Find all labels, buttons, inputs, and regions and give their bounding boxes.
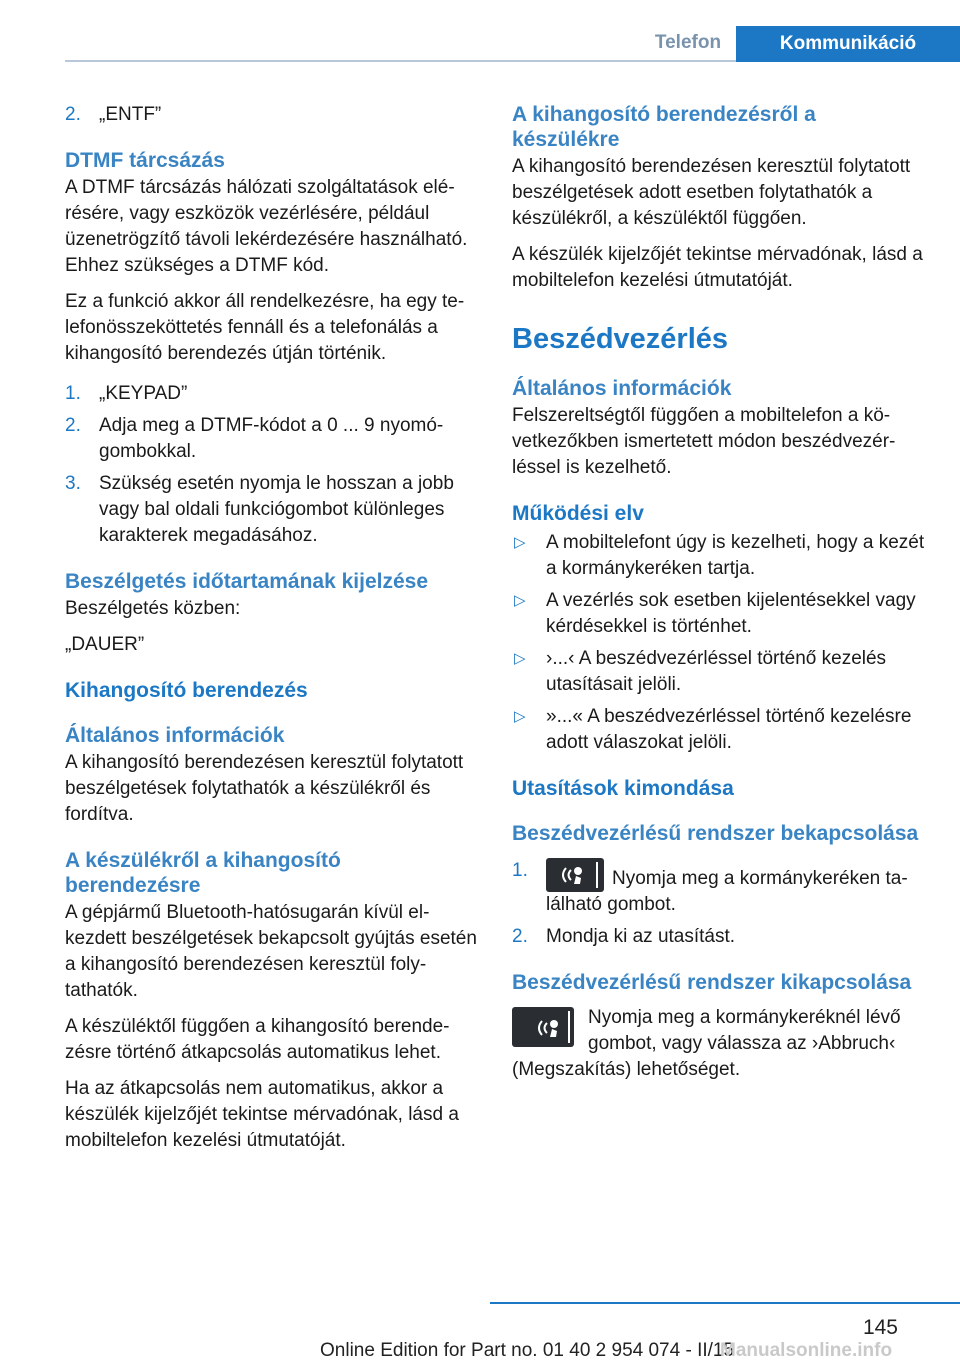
to-device-paragraph-1: A kihangosító berendezésen keresztül folytatott beszélgetések adott esetben folytathatók a készülékről, a készüléktől függően. [512, 156, 911, 229]
to-handsfree-paragraph-1: A gépjármű Bluetooth-hatósugarán kívül elkezdett beszélgetések bekapcsolt gyújtás esetén a kihangosító berendezésen keresztül folytathatók. [65, 902, 477, 1001]
list-item [65, 471, 480, 549]
step-number: 2. [65, 104, 81, 125]
step-text: „KEYPAD” [99, 383, 188, 404]
voice-control-icon [512, 1007, 574, 1047]
to-device-paragraph-2: A készülék kijelzőjét tekintse mérvadónak, lásd a mobiltelefon kezelési útmutatóját. [512, 244, 923, 291]
voice-off-heading: Beszédvezérlésű rendszer kikapcsolása [512, 971, 912, 994]
step-text: Szükség esetén nyomja le hosszan a jobb vagy bal oldali funkciógombot különleges karakterek megadásához. [99, 473, 454, 546]
duration-heading: Beszélgetés időtartamának kijelzése [65, 570, 429, 593]
principle-list [512, 530, 927, 756]
header-chapter-tab: Kommunikáció [736, 26, 960, 62]
step-text: Mondja ki az utasítást. [546, 926, 736, 947]
list-item [512, 924, 927, 950]
page-number: 145 [862, 1316, 898, 1339]
general-info-paragraph: A kihangosító berendezésen keresztül folytatott beszélgetések folytathatók a készülékről és fordítva. [65, 752, 464, 825]
to-handsfree-paragraph-3: Ha az átkapcsolás nem automatikus, akkor a készülék kijelzőjét tekintse mérvadónak, lásd a mobiltelefon kezelési útmutatóját. [65, 1078, 459, 1151]
edition-footer: Online Edition for Part no. 01 40 2 954 074 - II/15 [320, 1340, 735, 1361]
dtmf-steps [65, 381, 480, 549]
voice-control-icon [546, 858, 604, 892]
list-item [512, 646, 927, 698]
watermark: Manualsonline.info [720, 1340, 893, 1361]
step-number: 2. [65, 415, 81, 436]
list-item [512, 858, 927, 918]
to-handsfree-paragraph-2: A készüléktől függően a kihangosító berendezésre történő átkapcsolás automatikus lehet. [65, 1016, 450, 1063]
step-number: 2. [512, 926, 528, 947]
voice-general-heading: Általános információk [512, 377, 732, 400]
list-item-text: ›...‹ A beszédvezérléssel történő kezelés utasításait jelöli. [546, 648, 887, 695]
right-column [512, 102, 927, 1093]
list-item [65, 413, 480, 465]
footer-rule [490, 1302, 960, 1304]
header-section-label: Telefon [654, 32, 722, 53]
step-number: 1. [65, 383, 81, 404]
voice-on-heading: Beszédvezérlésű rendszer bekapcsolása [512, 822, 919, 845]
voice-general-paragraph: Felszereltségtől függően a mobiltelefon a következőkben ismertetett módon beszédvezérléssel is kezelhető. [512, 405, 896, 478]
to-device-heading: A kihangosító berendezésről a készülékre [512, 103, 816, 151]
triangle-bullet-icon: ▷ [514, 650, 526, 667]
duration-paragraph-2: „DAUER” [65, 634, 145, 655]
dtmf-paragraph-1: A DTMF tárcsázás hálózati szolgáltatások elérésére, vagy eszközök vezérlésére, például üzenetrögzítő távoli lekérdezésére használható. Ehhez szükséges a DTMF kód. [65, 177, 468, 276]
list-item-text: A vezérlés sok esetben kijelentésekkel vagy kérdésekkel is történhet. [546, 590, 916, 637]
dtmf-prev-step [65, 102, 480, 128]
list-item [65, 381, 480, 407]
commands-heading: Utasítások kimondása [512, 777, 734, 800]
dtmf-heading: DTMF tárcsázás [65, 149, 225, 172]
principle-heading: Működési elv [512, 502, 644, 525]
list-item [512, 530, 927, 582]
duration-paragraph-1: Beszélgetés közben: [65, 598, 241, 619]
voice-on-steps [512, 858, 927, 950]
list-item [512, 588, 927, 640]
list-item [65, 102, 480, 128]
triangle-bullet-icon: ▷ [514, 708, 526, 725]
left-column [65, 102, 480, 1164]
step-number: 1. [512, 860, 528, 881]
voice-off-paragraph: Nyomja meg a kormánykeréknél lévő gombot, vagy válassza az ›Abbruch‹ (Megszakítás) lehetőséget. [512, 1007, 901, 1080]
list-item-text: A mobiltelefont úgy is kezelheti, hogy a kezét a kormánykeréken tartja. [546, 532, 925, 579]
step-number: 3. [65, 473, 81, 494]
general-info-heading: Általános információk [65, 724, 285, 747]
step-text: Nyomja meg a kormánykeréken található gombot. [546, 868, 908, 915]
voice-control-heading: Beszédvezérlés [512, 323, 729, 355]
to-handsfree-heading: A készülékről a kihangosító berendezésre [65, 849, 341, 897]
list-item [512, 704, 927, 756]
step-text: Adja meg a DTMF-kódot a 0 ... 9 nyomógombokkal. [99, 415, 444, 462]
triangle-bullet-icon: ▷ [514, 592, 526, 609]
triangle-bullet-icon: ▷ [514, 534, 526, 551]
dtmf-paragraph-2: Ez a funkció akkor áll rendelkezésre, ha egy telefonösszeköttetés fennáll és a telefonálás a kihangosító berendezés útján történik. [65, 291, 465, 364]
step-text: „ENTF” [99, 104, 162, 125]
handsfree-heading: Kihangosító berendezés [65, 679, 308, 702]
list-item-text: »...« A beszédvezérléssel történő kezelésre adott válaszokat jelöli. [546, 706, 912, 753]
